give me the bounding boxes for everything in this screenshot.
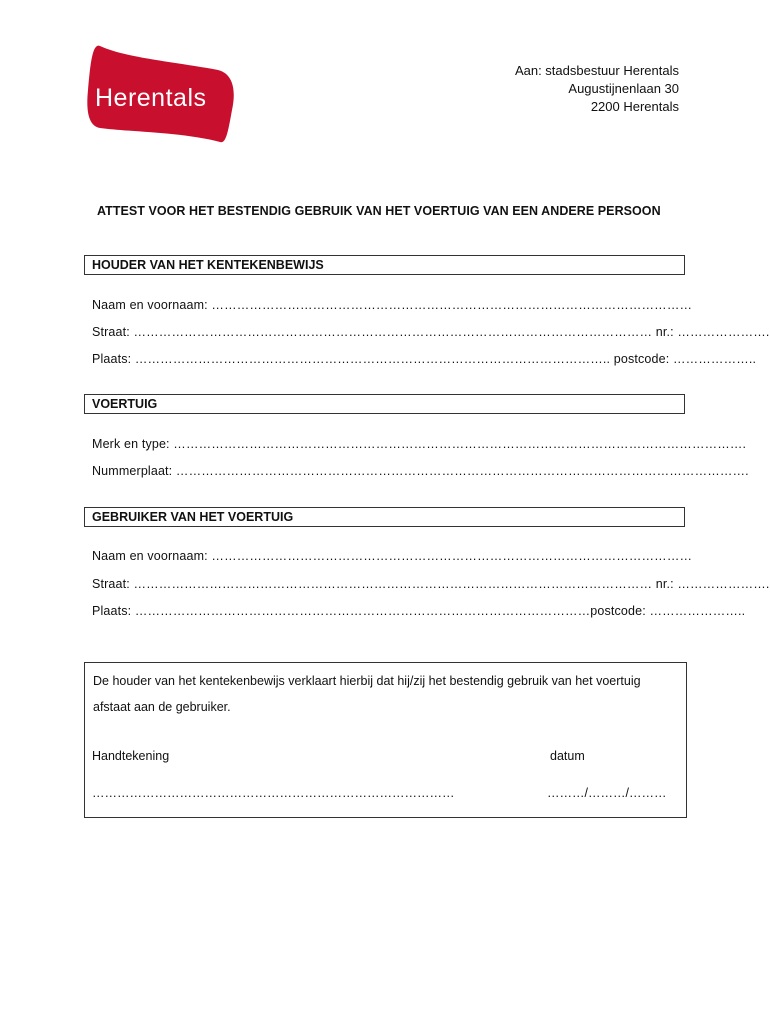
signature-field[interactable]: ……………………………………………………………………………	[92, 786, 455, 800]
houder-straat-field[interactable]: Straat: …………………………………………………………………………………………………………… nr.: ………………….	[92, 325, 770, 339]
section-houder-title: HOUDER VAN HET KENTEKENBEWIJS	[92, 258, 324, 272]
logo-text: Herentals	[95, 84, 207, 112]
signature-label: Handtekening	[92, 749, 170, 763]
gebruiker-straat-field[interactable]: Straat: …………………………………………………………………………………………………………… nr.: ………………….	[92, 577, 770, 591]
section-voertuig-header	[84, 394, 685, 414]
voertuig-nummerplaat-field[interactable]: Nummerplaat: ……………………………………………………………………………………………………………………….	[92, 464, 749, 478]
address-line-2: Augustijnenlaan 30	[568, 81, 679, 96]
houder-plaats-field[interactable]: Plaats: ………………………………………………………………………………………………….. postcode: ………………..	[92, 352, 757, 366]
herentals-logo	[86, 40, 238, 146]
voertuig-merk-field[interactable]: Merk en type: ……………………………………………………………………………………………………………………….	[92, 437, 747, 451]
date-label: datum	[550, 749, 585, 763]
declaration-text: De houder van het kentekenbewijs verklaart hierbij dat hij/zij het bestendig gebruik van het voertuig afstaat aan de gebruiker.	[93, 674, 641, 714]
section-houder-header	[84, 255, 685, 275]
declaration-box	[84, 662, 687, 818]
section-gebruiker-title: GEBRUIKER VAN HET VOERTUIG	[92, 510, 294, 524]
recipient-address	[515, 62, 679, 116]
date-field[interactable]: ………/………/………	[547, 786, 667, 800]
section-voertuig-title: VOERTUIG	[92, 397, 158, 411]
gebruiker-naam-field[interactable]: Naam en voornaam: ……………………………………………………………………………………………………	[92, 549, 693, 563]
houder-naam-field[interactable]: Naam en voornaam: ……………………………………………………………………………………………………	[92, 298, 693, 312]
document-title: ATTEST VOOR HET BESTENDIG GEBRUIK VAN HET VOERTUIG VAN EEN ANDERE PERSOON	[97, 204, 661, 218]
section-gebruiker-header	[84, 507, 685, 527]
gebruiker-plaats-field[interactable]: Plaats: ………………………………………………………………………………………………postcode: …………………..	[92, 604, 746, 618]
address-line-3: 2200 Herentals	[590, 99, 679, 114]
address-line-1: Aan: stadsbestuur Herentals	[514, 63, 679, 78]
